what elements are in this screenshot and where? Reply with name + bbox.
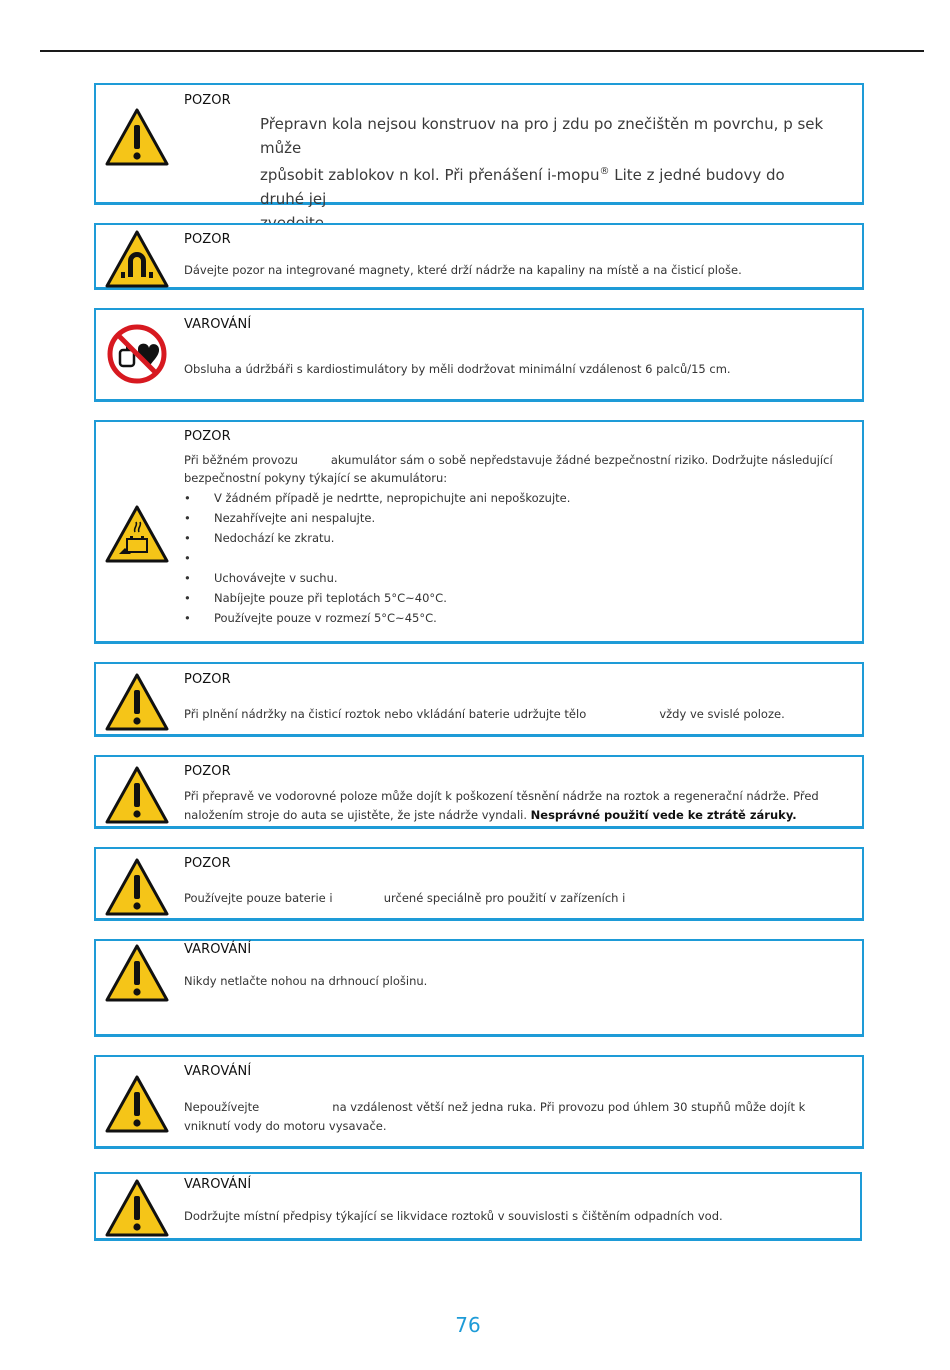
notice-text-line: Přepravn kola nejsou konstruov na pro j zdu po znečištěn m povrchu, p sek může — [260, 115, 824, 157]
notice-batteries-only — [94, 847, 864, 921]
notice-disposal — [94, 1172, 862, 1241]
notice-text-part: naložením stroje do auta se ujistěte, že jste nádrže vyndali. — [184, 808, 531, 822]
notice-distance — [94, 1055, 864, 1149]
registered-mark: ® — [599, 166, 610, 177]
notice-text-line — [184, 806, 850, 825]
notice-scrub-deck — [94, 939, 864, 1037]
notice-text-line — [260, 160, 832, 211]
page-number: 76 — [455, 1313, 481, 1337]
notice-magnets — [94, 223, 864, 290]
battery-warning-icon — [105, 504, 169, 564]
notice-text: Obsluha a údržbáři s kardiostimulátory by měli dodržovat minimální vzdálenost 6 palců/15 cm. — [184, 362, 731, 376]
notice-label: POZOR — [184, 429, 231, 444]
notice-transport-horizontal — [94, 755, 864, 829]
warning-icon — [105, 765, 169, 825]
notice-text: Dodržujte místní předpisy týkající se likvidace roztoků v souvislosti s čištěním odpadních vod. — [184, 1209, 723, 1223]
warning-icon — [105, 1178, 169, 1238]
notice-text-part: způsobit zablokov n kol. Při přenášení i-mopu — [260, 166, 600, 184]
notice-text-line: Nepoužívejte na vzdálenost větší než jedna ruka. Při provozu pod úhlem 30 stupňů může dojít k — [184, 1100, 806, 1114]
warning-icon — [105, 672, 169, 732]
warning-icon — [105, 107, 169, 167]
list-item: • Nezahřívejte ani nespalujte. — [184, 508, 570, 528]
battery-safety-list — [184, 488, 570, 628]
notice-label: VAROVÁNÍ — [184, 942, 252, 957]
notice-label: VAROVÁNÍ — [184, 1177, 252, 1192]
notice-text: Dávejte pozor na integrované magnety, které drží nádrže na kapaliny na místě a na čisticí ploše. — [184, 263, 742, 277]
notice-label: POZOR — [184, 764, 231, 779]
notice-text: Při plnění nádržky na čisticí roztok nebo vkládání baterie udržujte tělo vždy ve svislé poloze. — [184, 707, 785, 721]
notice-label: VAROVÁNÍ — [184, 317, 252, 332]
pacemaker-prohibited-icon — [105, 324, 169, 384]
notice-text: Nikdy netlačte nohou na drhnoucí plošinu. — [184, 974, 428, 988]
notice-label: VAROVÁNÍ — [184, 1064, 252, 1079]
list-item: • Používejte pouze v rozmezí 5°C~45°C. — [184, 608, 570, 628]
header-rule — [40, 50, 924, 52]
magnet-warning-icon — [105, 229, 169, 289]
notice-label: POZOR — [184, 93, 231, 108]
notice-label: POZOR — [184, 232, 231, 247]
list-item: • V žádném případě je nedrtte, nepropichujte ani nepoškozujte. — [184, 488, 570, 508]
notice-vertical-position — [94, 662, 864, 737]
list-item: • Uchovávejte v suchu. — [184, 568, 570, 588]
notice-text — [260, 112, 832, 235]
notice-text-line: bezpečnostní pokyny týkající se akumulátoru: — [184, 471, 448, 485]
notice-pacemaker — [94, 308, 864, 402]
notice-text-line: vniknutí vody do motoru vysavače. — [184, 1119, 387, 1133]
notice-text — [184, 451, 850, 487]
notice-label: POZOR — [184, 672, 231, 687]
warning-icon — [105, 1074, 169, 1134]
notice-transport-wheels — [94, 83, 864, 208]
notice-text-line: Při přepravě ve vodorovné poloze může dojít k poškození těsnění nádrže na roztok a regenerační nádrže. Před — [184, 789, 819, 803]
list-item: • Nabíjejte pouze při teplotách 5°C~40°C. — [184, 588, 570, 608]
notice-text — [184, 1098, 850, 1136]
list-item — [184, 548, 570, 568]
notice-text: Používejte pouze baterie i určené speciálně pro použití v zařízeních i — [184, 891, 626, 905]
notice-label: POZOR — [184, 856, 231, 871]
notice-battery — [94, 420, 864, 644]
warning-icon — [105, 943, 169, 1003]
notice-text-part: Lite z jedné budovy do druhé jej — [260, 166, 785, 208]
notice-text-line: Při běžném provozu akumulátor sám o sobě nepředstavuje žádné bezpečnostní riziko. Dodržujte následující — [184, 453, 833, 467]
warning-icon — [105, 857, 169, 917]
notice-text — [184, 787, 850, 825]
list-item: • Nedochází ke zkratu. — [184, 528, 570, 548]
warranty-warning: Nesprávné použití vede ke ztrátě záruky. — [530, 808, 797, 822]
